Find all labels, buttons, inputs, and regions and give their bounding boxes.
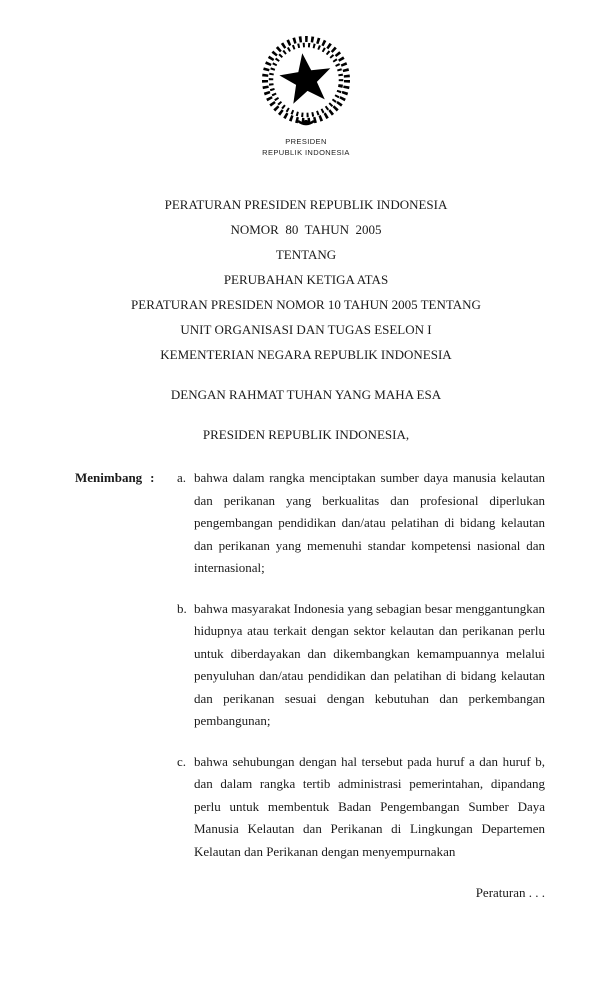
star-icon — [277, 50, 335, 105]
considering-item-b-text: bahwa masyarakat Indonesia yang sebagian besar menggantungkan hidupnya atau terkait dengan sektor kelautan dan perikanan perlu untuk diberdayakan dan dikembangkan kemampuannya melalui penyuluhan dan/atau pendidikan dan pelatihan di bidang kelautan dan perikanan sesuai dengan kebutuhan dan perkembangan pembangunan; — [194, 600, 545, 728]
issuer-line: PRESIDEN REPUBLIK INDONESIA, — [202, 427, 410, 442]
presidential-emblem — [0, 0, 612, 135]
title-line-3: TENTANG — [275, 247, 337, 262]
considering-item-c-letter: c. — [177, 753, 187, 769]
agency-header — [0, 137, 612, 158]
title-line-1: PERATURAN PRESIDEN REPUBLIK INDONESIA — [164, 197, 448, 212]
considering-item-b-letter: b. — [177, 600, 187, 616]
considering-item-c-text: bahwa sehubungan dengan hal tersebut pada huruf a dan huruf b, dan dalam rangka tertib administrasi pemerintahan, dipandang perlu untuk membentuk Badan Pengembangan Sumber Daya Manusia Kelautan dan Perikanan di Lingkungan Departemen Kelautan dan Perikanan dengan menyempurnakan — [194, 753, 545, 859]
title-line-7: KEMENTERIAN NEGARA REPUBLIK INDONESIA — [160, 347, 452, 362]
wreath-ornament-dot — [303, 120, 308, 125]
title-line-2: NOMOR 80 TAHUN 2005 — [230, 222, 382, 237]
considering-item-a-letter: a. — [177, 470, 187, 485]
spacer — [75, 751, 177, 864]
title-line-5: PERATURAN PRESIDEN NOMOR 10 TAHUN 2005 TENTANG — [131, 297, 481, 312]
title-line-4: PERUBAHAN KETIGA ATAS — [223, 272, 389, 287]
spacer — [75, 598, 177, 733]
agency-line-presiden: PRESIDEN — [285, 137, 327, 146]
title-line-6: UNIT ORGANISASI DAN TUGAS ESELON I — [180, 322, 432, 337]
regulation-title — [0, 192, 612, 367]
invocation-line: DENGAN RAHMAT TUHAN YANG MAHA ESA — [170, 387, 442, 402]
considering-label — [75, 467, 177, 580]
star-in-wreath-icon — [256, 34, 356, 130]
agency-line-republik: REPUBLIK INDONESIA — [262, 147, 350, 157]
considering-section — [0, 467, 612, 863]
considering-label-colon: : — [150, 470, 155, 485]
considering-item-a-text: bahwa dalam rangka menciptakan sumber daya manusia kelautan dan perikanan yang berkualitas dan profesional diperlukan pengembangan pendidikan dan/atau pelatihan di bidang kelautan dan perikanan yang memenuhi standar kompetensi nasional dan internasional; — [194, 470, 545, 575]
catchword: Peraturan . . . — [475, 885, 545, 900]
considering-label-text: Menimbang — [75, 470, 143, 485]
